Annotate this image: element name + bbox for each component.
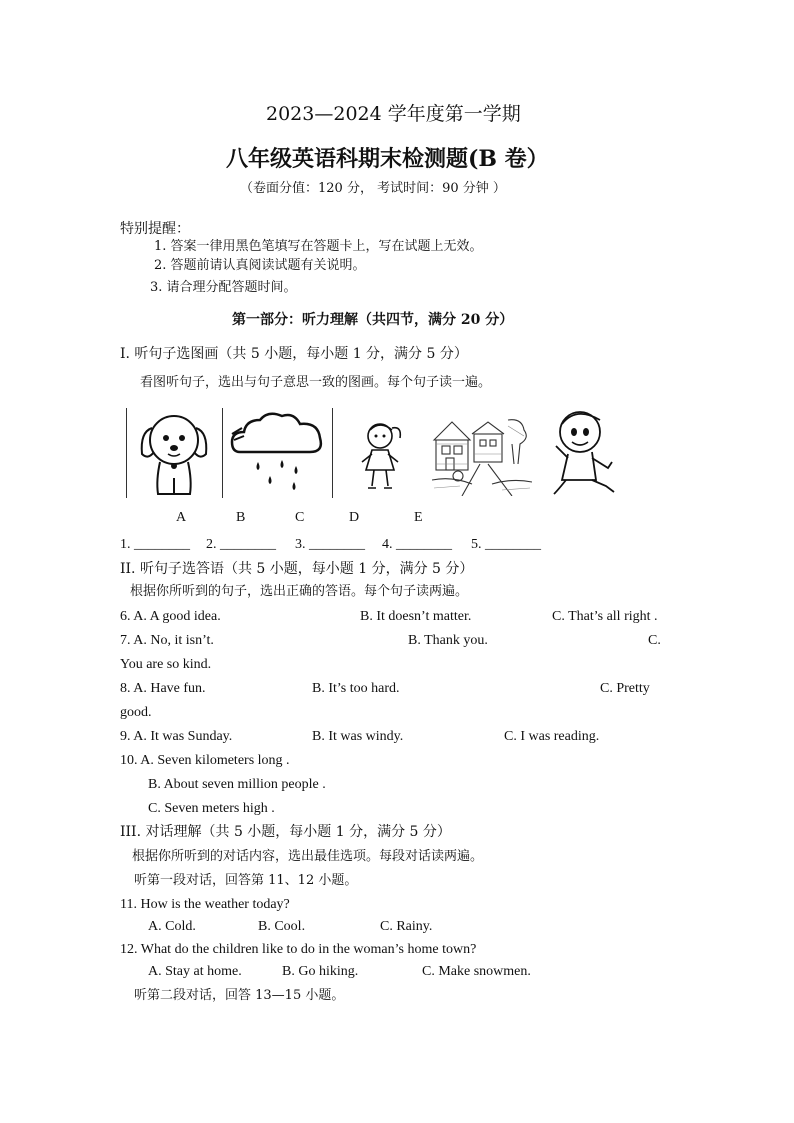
- q10-option-b: B. About seven million people .: [148, 777, 326, 792]
- section2-instruction: 根据你所听到的句子，选出正确的答语。每个句子读两遍。: [130, 584, 469, 599]
- q12-option-b: B. Go hiking.: [282, 964, 359, 979]
- answer-blank-3: 3. ________: [295, 537, 365, 552]
- section3-heading: III. 对话理解（共 5 小题，每小题 1 分，满分 5 分）: [120, 824, 451, 840]
- running-boy-picture: [552, 406, 618, 498]
- q7-option-c: C.: [648, 633, 661, 648]
- q9-option-a: 9. A. It was Sunday.: [120, 729, 233, 744]
- q9-option-b: B. It was windy.: [312, 729, 404, 744]
- q10-option-a: 10. A. Seven kilometers long .: [120, 753, 290, 768]
- section2-heading: II. 听句子选答语（共 5 小题，每小题 1 分，满分 5 分）: [120, 561, 474, 577]
- q11-option-c: C. Rainy.: [380, 919, 433, 934]
- picture-divider: [126, 408, 127, 498]
- dog-picture: [134, 408, 214, 498]
- answer-blank-5: 5. ________: [471, 537, 541, 552]
- q12-stem: 12. What do the children like to do in the woman’s home town?: [120, 942, 477, 957]
- answer-blank-2: 2. ________: [206, 537, 276, 552]
- q8-option-a: 8. A. Have fun.: [120, 681, 206, 696]
- q7-option-c-text: You are so kind.: [120, 657, 212, 672]
- picture-label-c: C: [295, 510, 305, 525]
- q6-option-b: B. It doesn’t matter.: [360, 609, 472, 624]
- q8-option-c-text: good.: [120, 705, 152, 720]
- picture-divider: [332, 408, 333, 498]
- answer-blank-4: 4. ________: [382, 537, 452, 552]
- picture-label-d: D: [349, 510, 360, 525]
- q11-option-b: B. Cool.: [258, 919, 306, 934]
- q11-option-a: A. Cold.: [148, 919, 196, 934]
- picture-label-e: E: [414, 510, 423, 525]
- q12-option-c: C. Make snowmen.: [422, 964, 531, 979]
- exam-info: （卷面分值：120 分， 考试时间：90 分钟 ）: [240, 181, 506, 196]
- section3-instruction: 根据你所听到的对话内容，选出最佳选项。每段对话读两遍。: [132, 849, 484, 864]
- exam-term: 2023—2024 学年度第一学期: [266, 103, 521, 125]
- q6-option-a: 6. A. A good idea.: [120, 609, 221, 624]
- part1-title: 第一部分：听力理解（共四节，满分 20 分）: [232, 312, 514, 328]
- village-street-picture: [432, 414, 532, 496]
- reminder-heading: 特别提醒：: [120, 221, 190, 237]
- girl-picture: [356, 418, 408, 492]
- rain-cloud-picture: [228, 408, 326, 494]
- q7-option-b: B. Thank you.: [408, 633, 488, 648]
- picture-label-a: A: [176, 510, 187, 525]
- dialog2-instruction: 听第二段对话，回答 13—15 小题。: [134, 988, 345, 1003]
- q12-option-a: A. Stay at home.: [148, 964, 242, 979]
- reminder-item-2: 2. 答题前请认真阅读试题有关说明。: [154, 258, 366, 273]
- picture-divider: [222, 408, 223, 498]
- q7-option-a: 7. A. No, it isn’t.: [120, 633, 214, 648]
- reminder-item-1: 1. 答案一律用黑色笔填写在答题卡上，写在试题上无效。: [154, 239, 483, 254]
- reminder-item-3: 3. 请合理分配答题时间。: [150, 280, 297, 295]
- q8-option-c: C. Pretty: [600, 681, 650, 696]
- q8-option-b: B. It’s too hard.: [312, 681, 400, 696]
- section1-heading: I. 听句子选图画（共 5 小题，每小题 1 分，满分 5 分）: [120, 346, 468, 362]
- q6-option-c: C. That’s all right .: [552, 609, 658, 624]
- section1-instruction: 看图听句子，选出与句子意思一致的图画。每个句子读一遍。: [140, 375, 492, 390]
- q11-stem: 11. How is the weather today?: [120, 897, 290, 912]
- dialog1-instruction: 听第一段对话，回答第 11、12 小题。: [134, 873, 358, 888]
- answer-blank-1: 1. ________: [120, 537, 190, 552]
- exam-title: 八年级英语科期末检测题(B 卷）: [226, 146, 549, 172]
- picture-label-b: B: [236, 510, 246, 525]
- q10-option-c: C. Seven meters high .: [148, 801, 275, 816]
- q9-option-c: C. I was reading.: [504, 729, 600, 744]
